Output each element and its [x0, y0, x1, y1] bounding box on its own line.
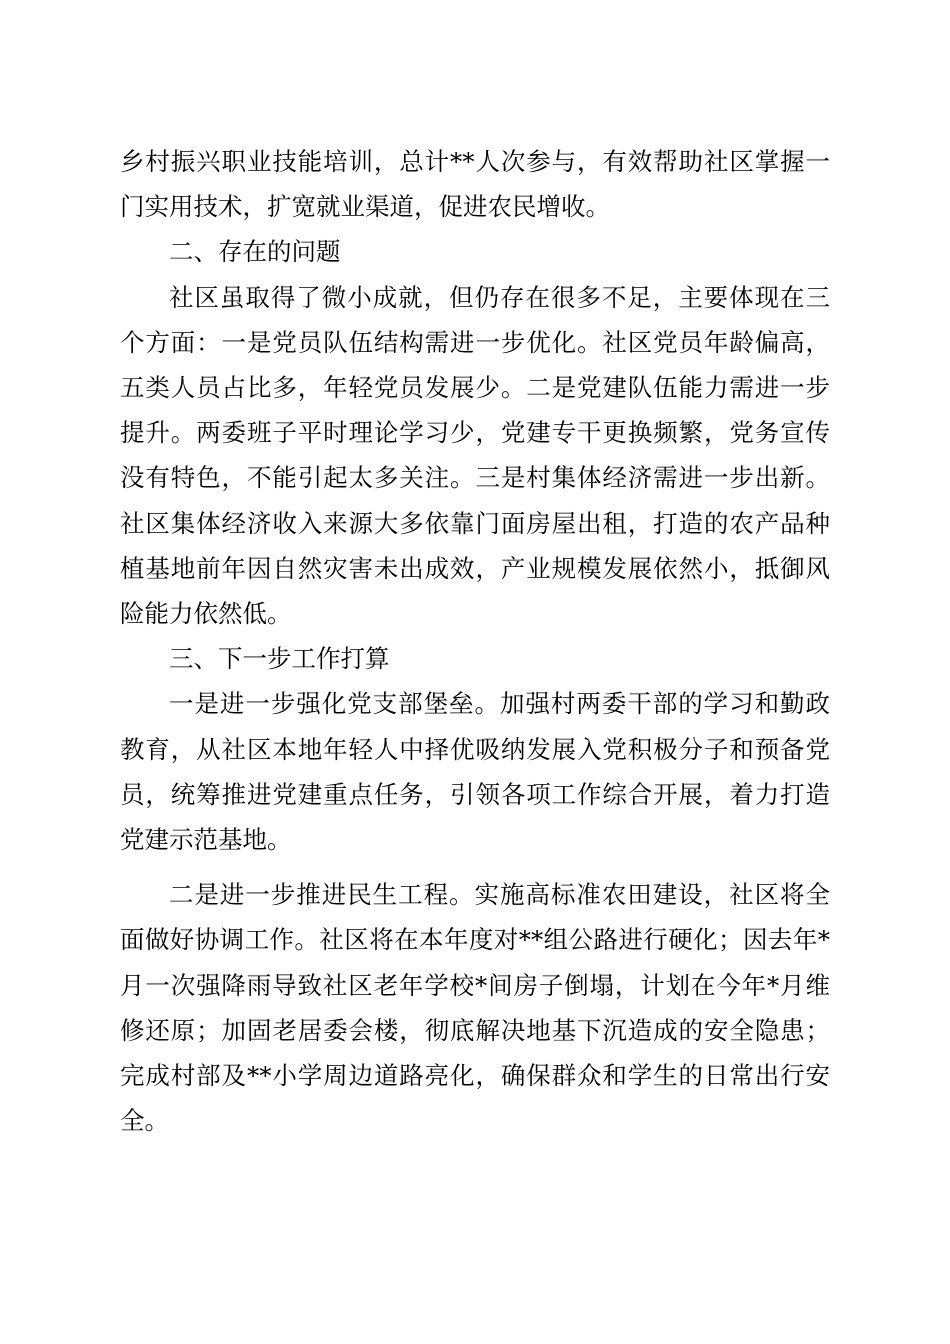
section-3-item-1-body: 加强村两委干部的学习和勤政教育，从社区本地年轻人中择优吸纳发展入党积极分子和预备党员，统筹推进党建重点任务，引领各项工作综合开展，着力打造党建示范基地。 [120, 689, 831, 855]
section-3-heading [120, 636, 830, 681]
section-2-heading [120, 229, 830, 274]
section-3-item-1-lead: 一是进一步强化党支部堡垒。 [169, 689, 500, 719]
section-2-heading-text: 二、存在的问题 [169, 237, 341, 267]
section-2-body-text: 社区虽取得了微小成就，但仍存在很多不足，主要体现在三个方面：一是党员队伍结构需进一步优化。社区党员年龄偏高，五类人员占比多，年轻党员发展少。二是党建队伍能力需进一步提升。两委班子平时理论学习少，党建专干更换频繁，党务宣传没有特色，不能引起太多关注。三是村集体经济需进一步出新。社区集体经济收入来源大多依靠门面房屋出租，打造的农产品种植基地前年因自然灾害未出成效，产业规模发展依然小，抵御风险能力依然低。 [120, 282, 830, 629]
section-3-item-2-lead: 二是进一步推进民生工程。 [169, 880, 475, 910]
intro-continuation-paragraph [120, 139, 830, 229]
intro-continuation-text: 乡村振兴职业技能培训，总计**人次参与，有效帮助社区掌握一门实用技术，扩宽就业渠道，促进农民增收。 [120, 147, 830, 222]
section-3-heading-text: 三、下一步工作打算 [169, 644, 390, 674]
section-3-item-1-paragraph [120, 681, 830, 862]
section-3-item-2-paragraph [120, 872, 830, 1143]
document-body [120, 139, 830, 1143]
section-3-item-2-body: 实施高标准农田建设，社区将全面做好协调工作。社区将在本年度对**组公路进行硬化；因去年*月一次强降雨导致社区老年学校*间房子倒塌，计划在今年*月维修还原；加固老居委会楼，彻底解决地基下沉造成的安全隐患；完成村部及**小学周边道路亮化，确保群众和学生的日常出行安全。 [120, 880, 831, 1136]
section-2-paragraph [120, 275, 830, 637]
